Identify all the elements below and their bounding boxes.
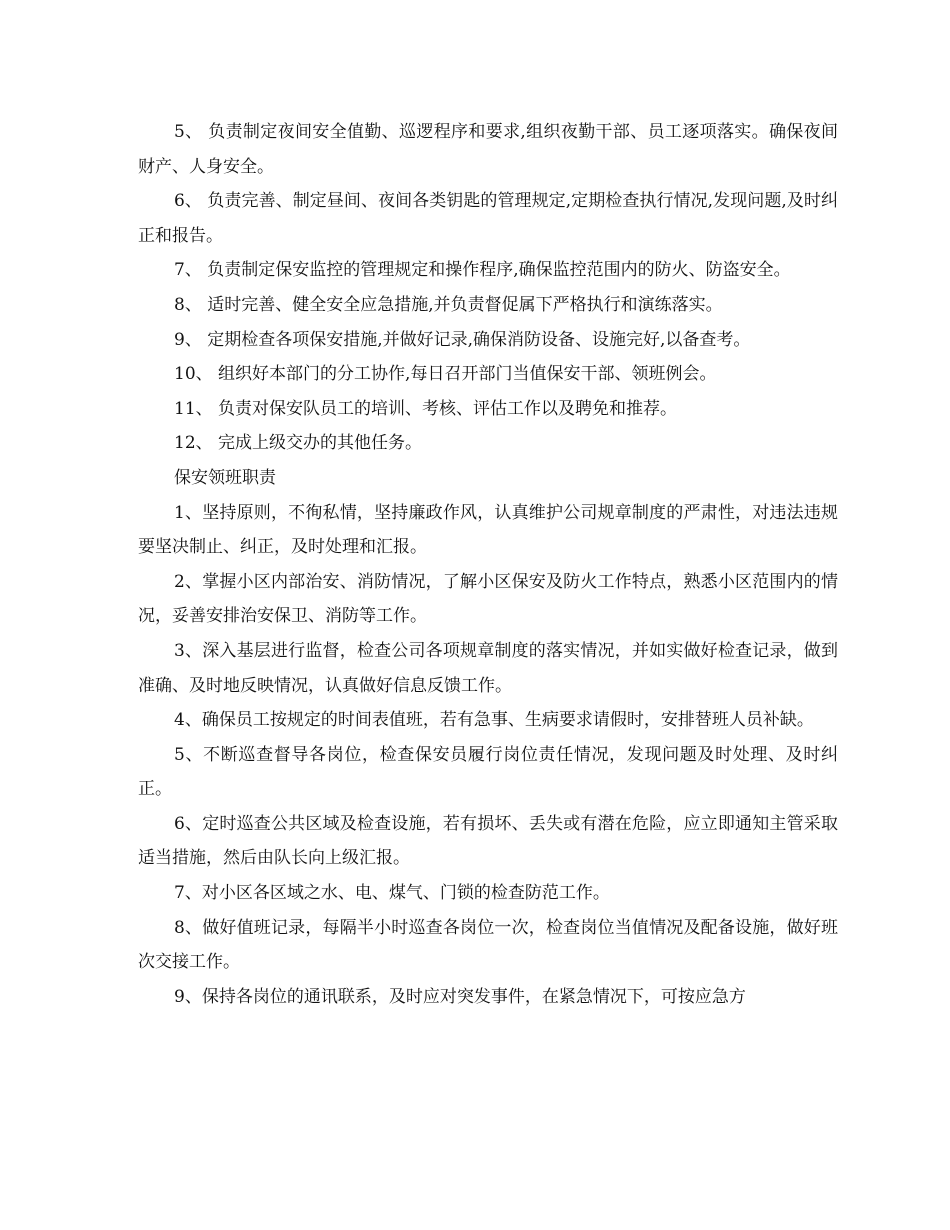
list-item: 9、 定期检查各项保安措施,并做好记录,确保消防设备、设施完好,以备查考。 <box>174 329 751 350</box>
list-item: 5、 负责制定夜间安全值勤、巡逻程序和要求,组织夜勤干部、员工逐项落实。确保夜间财产、人身安全。 <box>138 122 838 177</box>
section-heading: 保安领班职责 <box>174 467 276 488</box>
document-body <box>138 115 838 1014</box>
list-item: 12、 完成上级交办的其他任务。 <box>174 433 423 454</box>
list-item: 8、 适时完善、健全安全应急措施,并负责督促属下严格执行和演练落实。 <box>174 294 723 315</box>
list-item: 1、坚持原则，不徇私情，坚持廉政作风，认真维护公司规章制度的严肃性，对违法违规要坚决制止、纠正，及时处理和汇报。 <box>138 502 838 558</box>
list-item: 7、对小区各区域之水、电、煤气、门锁的检查防范工作。 <box>174 883 610 904</box>
list-item: 4、确保员工按规定的时间表值班，若有急事、生病要求请假时，安排替班人员补缺。 <box>174 710 814 731</box>
list-item: 5、不断巡查督导各岗位，检查保安员履行岗位责任情况，发现问题及时处理、及时纠正。 <box>138 744 838 800</box>
list-item: 3、深入基层进行监督，检查公司各项规章制度的落实情况，并如实做好检查记录，做到准确、及时地反映情况，认真做好信息反馈工作。 <box>138 640 838 696</box>
list-item: 9、保持各岗位的通讯联系，及时应对突发事件，在紧急情况下，可按应急方 <box>174 986 746 1007</box>
list-item: 6、 负责完善、制定昼间、夜间各类钥匙的管理规定,定期检查执行情况,发现问题,及时纠正和报告。 <box>138 191 838 246</box>
list-item: 10、 组织好本部门的分工协作,每日召开部门当值保安干部、领班例会。 <box>174 364 717 385</box>
list-item: 7、 负责制定保安监控的管理规定和操作程序,确保监控范围内的防火、防盗安全。 <box>174 260 791 281</box>
list-item: 8、做好值班记录，每隔半小时巡查各岗位一次，检查岗位当值情况及配备设施，做好班次交接工作。 <box>138 917 838 973</box>
list-item: 2、掌握小区内部治安、消防情况，了解小区保安及防火工作特点，熟悉小区范围内的情况，妥善安排治安保卫、消防等工作。 <box>138 571 838 627</box>
list-item: 11、 负责对保安队员工的培训、考核、评估工作以及聘免和推荐。 <box>174 398 678 419</box>
list-item: 6、定时巡查公共区域及检查设施，若有损坏、丢失或有潜在危险，应立即通知主管采取适当措施，然后由队长向上级汇报。 <box>138 813 838 869</box>
